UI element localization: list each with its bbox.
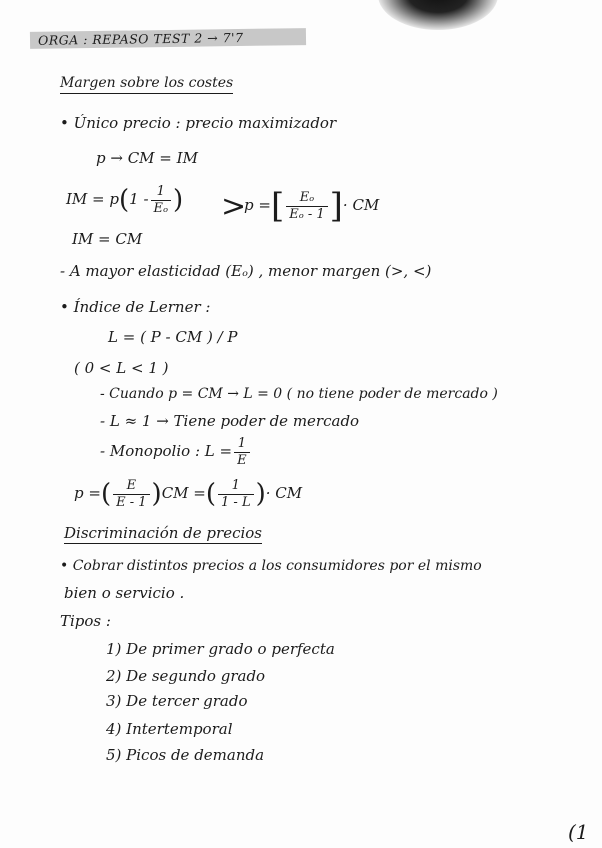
paren-open: ( [119,185,130,215]
monopoly-frac-den: E [237,452,247,468]
final-price-formula [74,477,302,510]
monopoly-frac-num: 1 [234,437,250,453]
case-no-power: - Cuando p = CM → L = 0 ( no tiene poder de mercado ) [100,386,498,402]
one-minus: 1 - [129,190,149,208]
final-frac-a-num: E [113,479,149,495]
paren-b-open: ( [205,479,217,509]
paren-close: ) [173,185,184,215]
paren-a-open: ( [100,479,112,509]
unique-price-bullet: • Único precio : precio maximizador [60,114,337,132]
final-frac-b-num: 1 [218,479,254,495]
fraction-2-num: Eₒ [286,191,327,207]
monopoly-fraction [234,437,250,468]
fraction-1-num: 1 [151,185,172,201]
im-formula [66,184,183,216]
greater-than-brace: > [221,189,247,224]
p-equals-formula [244,186,380,226]
page-number: (1 [568,820,589,844]
lerner-bullet: • Índice de Lerner : [60,298,211,316]
im-formula-lhs: IM = p [66,190,119,208]
final-frac-a-den: E - 1 [116,494,147,510]
p-equals: p = [244,196,271,214]
final-fraction-a [113,479,149,510]
discrimination-section-title: Discriminación de precios [64,524,262,542]
type-item-3: 3) De tercer grado [106,692,248,710]
fraction-1 [151,185,172,216]
bracket-close: ] [329,186,343,226]
monopoly-line [100,436,252,468]
ink-blot [378,0,498,30]
elasticity-line: - A mayor elasticidad (Eₒ) , menor margen (>, <) [60,262,432,280]
case-has-power: - L ≈ 1 → Tiene poder de mercado [100,412,360,430]
fraction-2 [286,191,327,222]
type-item-2: 2) De segundo grado [106,667,266,685]
fraction-2-den: Eₒ - 1 [289,206,325,222]
paren-a-close: ) [151,479,162,509]
p-to-cm-line: p → CM = IM [96,149,198,167]
type-item-4: 4) Intertemporal [106,720,233,738]
types-label: Tipos : [60,612,111,630]
paren-b-close: ) [255,479,266,509]
lerner-range: ( 0 < L < 1 ) [74,359,169,377]
final-frac-b-den: 1 - L [221,494,251,510]
final-p: p = [74,484,101,502]
final-fraction-b [218,479,254,510]
margin-section-title: Margen sobre los costes [60,74,233,94]
lerner-formula: L = ( P - CM ) / P [108,328,238,346]
times-cm: · CM [342,196,380,214]
bracket-open: [ [270,186,285,226]
final-mid: CM = [161,484,206,502]
final-end: · CM [265,484,303,502]
discrimination-bullet-line-2: bien o servicio . [64,584,185,602]
type-item-1: 1) De primer grado o perfecta [106,640,335,658]
discrimination-bullet-line-1: • Cobrar distintos precios a los consumidores por el mismo [60,558,482,574]
type-item-5: 5) Picos de demanda [106,746,265,764]
monopoly-label: - Monopolio : L = [100,442,233,460]
fraction-1-den: Eₒ [153,200,169,216]
page-header: ORGA : REPASO TEST 2 → 7'7 [30,28,306,49]
im-equals-cm: IM = CM [72,230,143,248]
